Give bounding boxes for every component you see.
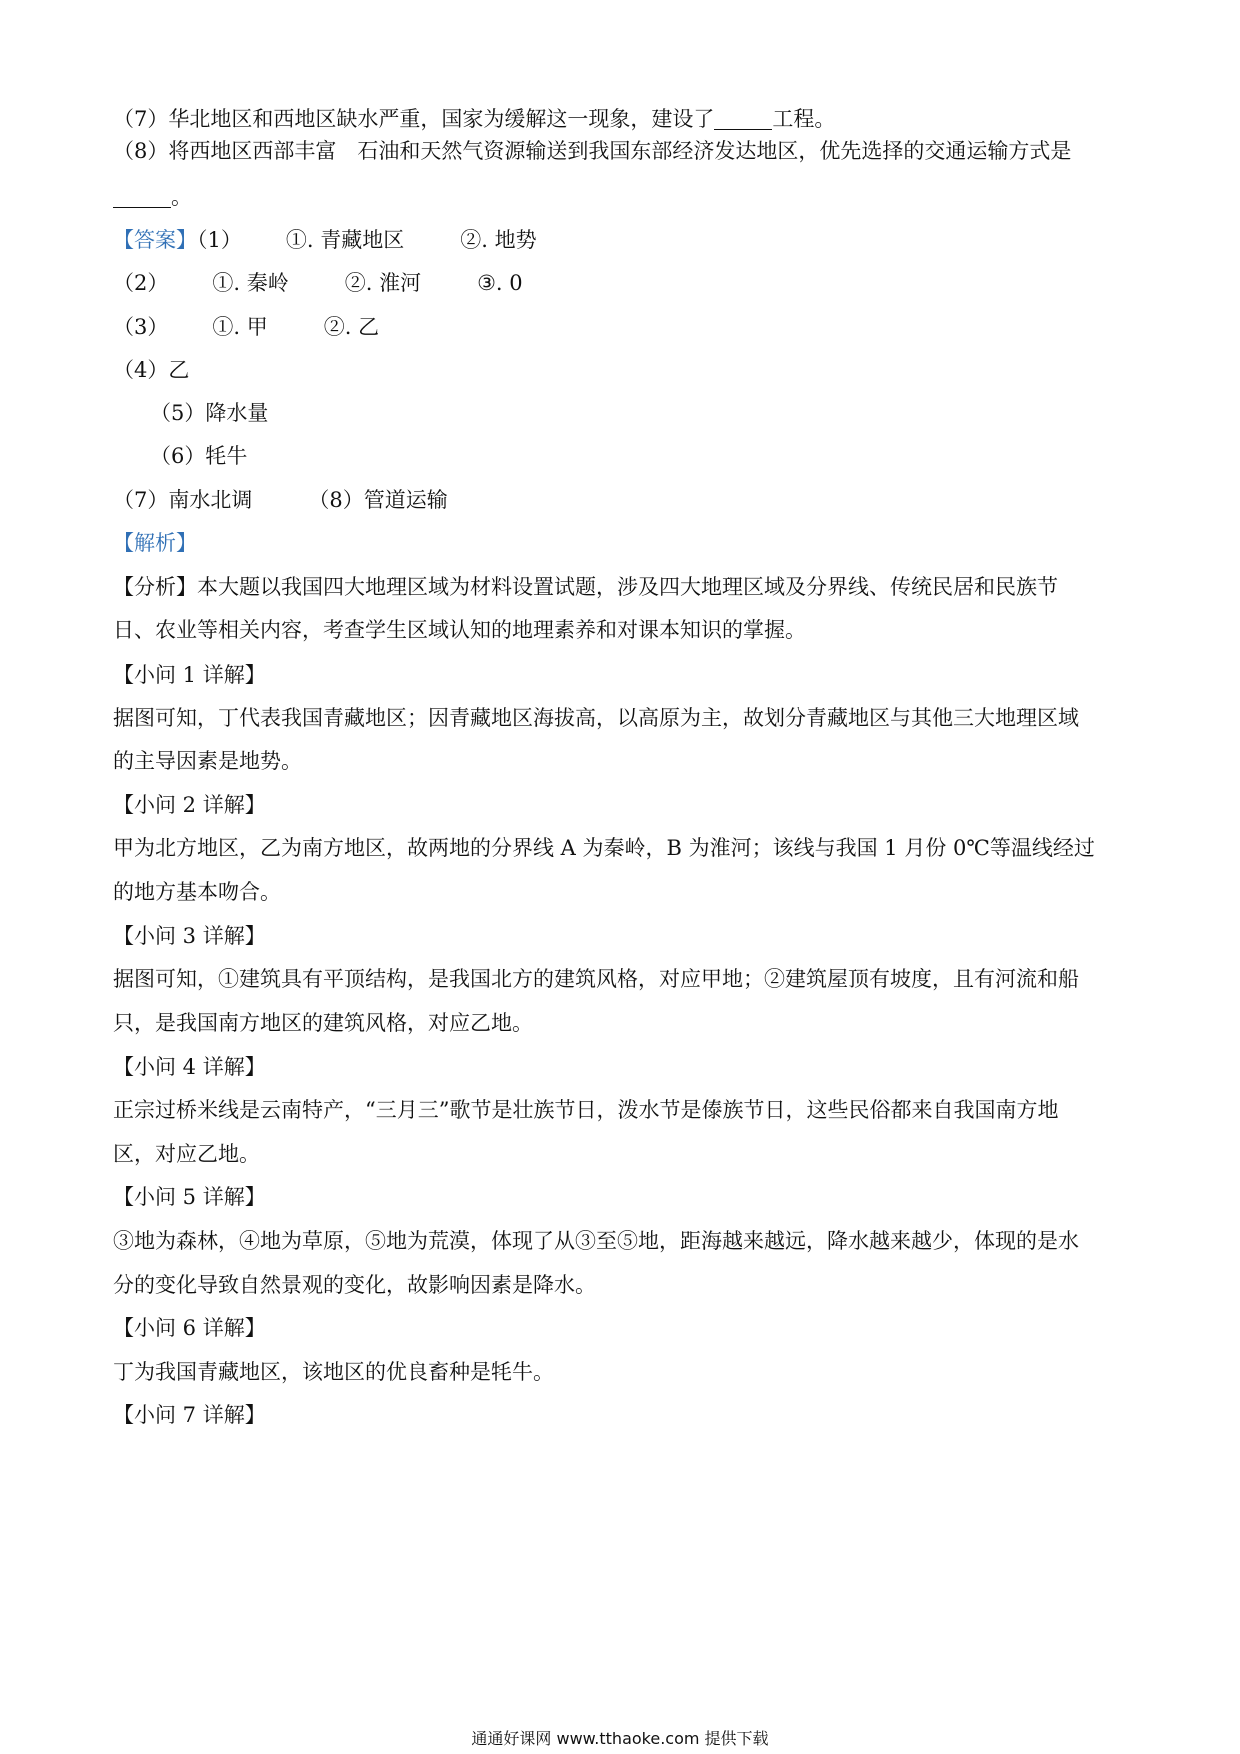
answer-7-8: （7）南水北调 （8）管道运输 <box>113 488 448 512</box>
analysis-intro-line2: 日、农业等相关内容，考查学生区域认知的地理素养和对课本知识的掌握。 <box>113 618 806 642</box>
subquestion-7-title: 【小问 7 详解】 <box>113 1403 266 1427</box>
subquestion-5-line1: ③地为森林，④地为草原，⑤地为荒漠，体现了从③至⑤地，距海越来越远，降水越来越少，体现的是水 <box>113 1229 1079 1253</box>
answer-blank <box>714 109 772 130</box>
answer-6: （6）牦牛 <box>150 444 248 468</box>
subquestion-3-title: 【小问 3 详解】 <box>113 924 266 948</box>
subquestion-5-line2: 分的变化导致自然景观的变化，故影响因素是降水。 <box>113 1273 596 1297</box>
subquestion-4-title: 【小问 4 详解】 <box>113 1055 266 1079</box>
answer-5: （5）降水量 <box>150 401 269 425</box>
subquestion-2-line2: 的地方基本吻合。 <box>113 880 281 904</box>
subquestion-2-title: 【小问 2 详解】 <box>113 793 266 817</box>
subquestion-3-line1: 据图可知，①建筑具有平顶结构，是我国北方的建筑风格，对应甲地；②建筑屋顶有坡度，且有河流和船 <box>113 967 1079 991</box>
subquestion-1-line1: 据图可知，丁代表我国青藏地区；因青藏地区海拔高，以高原为主，故划分青藏地区与其他三大地理区域 <box>113 706 1079 730</box>
question-7: （7）华北地区和西地区缺水严重，国家为缓解这一现象，建设了 工程。 <box>113 107 836 131</box>
question-8-line2: 。 <box>113 182 1133 212</box>
subquestion-2-line1: 甲为北方地区，乙为南方地区，故两地的分界线 A 为秦岭，B 为淮河；该线与我国 1 月份 0℃等温线经过 <box>113 836 1095 860</box>
analysis-intro-line1: 【分析】本大题以我国四大地理区域为材料设置试题，涉及四大地理区域及分界线、传统民居和民族节 <box>113 575 1058 599</box>
subquestion-3-line2: 只，是我国南方地区的建筑风格，对应乙地。 <box>113 1011 533 1035</box>
answer-blank <box>113 187 171 208</box>
subquestion-1-title: 【小问 1 详解】 <box>113 663 266 687</box>
answer-1: 【答案】（1） ①. 青藏地区 ②. 地势 <box>113 228 537 252</box>
question-8-line1: （8）将西地区西部丰富 石油和天然气资源输送到我国东部经济发达地区，优先选择的交通运输方式是 <box>113 139 1072 163</box>
subquestion-4-line2: 区，对应乙地。 <box>113 1142 260 1166</box>
subquestion-6-line1: 丁为我国青藏地区，该地区的优良畜种是牦牛。 <box>113 1360 554 1384</box>
subquestion-4-line1: 正宗过桥米线是云南特产，“三月三”歌节是壮族节日，泼水节是傣族节日，这些民俗都来自我国南方地 <box>113 1098 1059 1122</box>
analysis-label: 【解析】 <box>113 531 197 555</box>
page-footer: 通通好课网 www.tthaoke.com 提供下载 <box>471 1729 769 1748</box>
subquestion-6-title: 【小问 6 详解】 <box>113 1316 266 1340</box>
answer-4: （4）乙 <box>113 358 190 382</box>
subquestion-1-line2: 的主导因素是地势。 <box>113 749 302 773</box>
answer-2: （2） ①. 秦岭 ②. 淮河 ③. 0 <box>113 271 523 295</box>
answer-label: 【答案】 <box>113 228 197 252</box>
answer-3: （3） ①. 甲 ②. 乙 <box>113 315 380 339</box>
subquestion-5-title: 【小问 5 详解】 <box>113 1185 266 1209</box>
